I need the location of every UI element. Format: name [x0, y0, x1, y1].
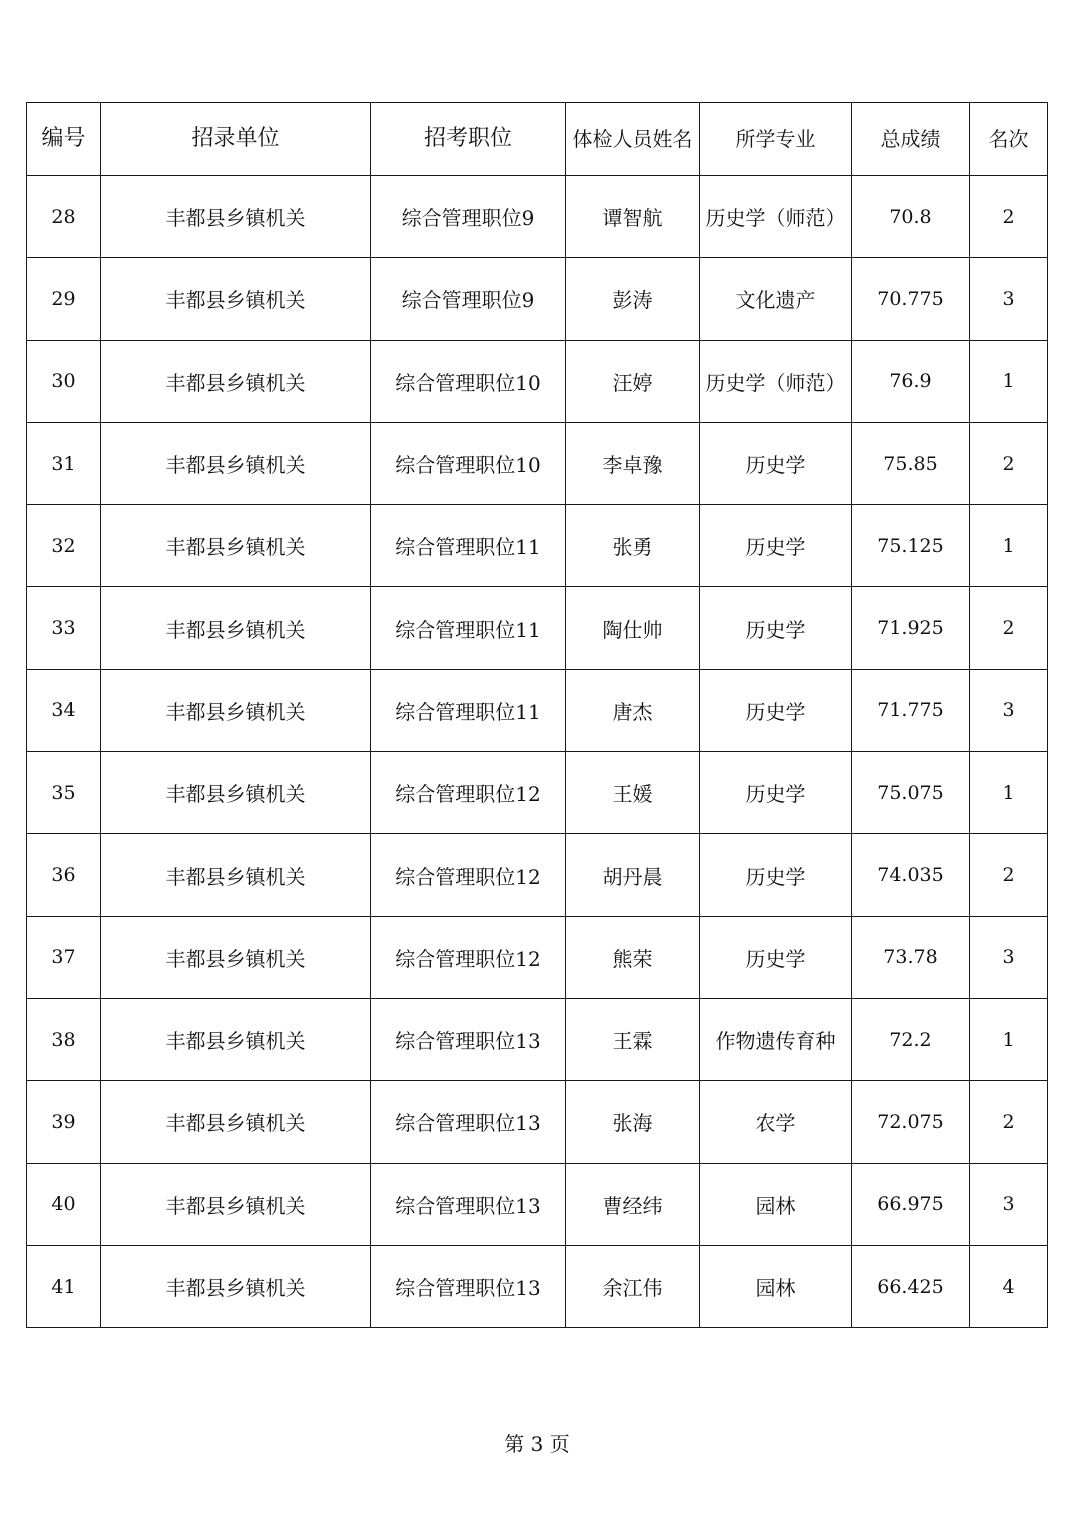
cell-id: 31: [27, 422, 101, 504]
cell-unit: 丰都县乡镇机关: [101, 916, 371, 998]
cell-rank: 3: [970, 1163, 1048, 1245]
cell-unit: 丰都县乡镇机关: [101, 422, 371, 504]
cell-major: 历史学: [700, 834, 852, 916]
table-row: [27, 505, 1048, 587]
header-position: 招考职位: [371, 103, 566, 176]
cell-score: 75.075: [852, 752, 970, 834]
cell-rank: 2: [970, 422, 1048, 504]
table-row: [27, 258, 1048, 340]
table-row: [27, 422, 1048, 504]
cell-major: 园林: [700, 1163, 852, 1245]
table-row: [27, 1245, 1048, 1327]
cell-major: 历史学: [700, 505, 852, 587]
cell-major: 历史学: [700, 422, 852, 504]
cell-rank: 3: [970, 916, 1048, 998]
cell-id: 41: [27, 1245, 101, 1327]
cell-name: 王霖: [566, 998, 700, 1080]
cell-name: 张勇: [566, 505, 700, 587]
cell-position: 综合管理职位9: [371, 176, 566, 258]
cell-position: 综合管理职位13: [371, 1081, 566, 1163]
cell-score: 76.9: [852, 340, 970, 422]
cell-name: 王媛: [566, 752, 700, 834]
cell-rank: 3: [970, 669, 1048, 751]
cell-rank: 1: [970, 998, 1048, 1080]
table-row: [27, 834, 1048, 916]
cell-unit: 丰都县乡镇机关: [101, 258, 371, 340]
cell-position: 综合管理职位11: [371, 505, 566, 587]
header-score: 总成绩: [852, 103, 970, 176]
cell-unit: 丰都县乡镇机关: [101, 1245, 371, 1327]
cell-major: 历史学（师范）: [700, 340, 852, 422]
cell-position: 综合管理职位10: [371, 422, 566, 504]
page-number: 第 3 页: [504, 1432, 570, 1456]
cell-name: 汪婷: [566, 340, 700, 422]
candidate-table: [26, 102, 1048, 1328]
cell-major: 历史学: [700, 752, 852, 834]
table-row: [27, 587, 1048, 669]
cell-id: 38: [27, 998, 101, 1080]
table-row: [27, 1081, 1048, 1163]
cell-score: 73.78: [852, 916, 970, 998]
cell-id: 28: [27, 176, 101, 258]
cell-position: 综合管理职位12: [371, 834, 566, 916]
cell-unit: 丰都县乡镇机关: [101, 1081, 371, 1163]
cell-unit: 丰都县乡镇机关: [101, 340, 371, 422]
cell-unit: 丰都县乡镇机关: [101, 1163, 371, 1245]
cell-score: 71.775: [852, 669, 970, 751]
table-row: [27, 998, 1048, 1080]
cell-name: 李卓豫: [566, 422, 700, 504]
cell-major: 历史学: [700, 669, 852, 751]
header-name: 体检人员姓名: [566, 103, 700, 176]
cell-unit: 丰都县乡镇机关: [101, 587, 371, 669]
cell-unit: 丰都县乡镇机关: [101, 998, 371, 1080]
cell-id: 37: [27, 916, 101, 998]
cell-score: 72.075: [852, 1081, 970, 1163]
header-major: 所学专业: [700, 103, 852, 176]
cell-position: 综合管理职位11: [371, 587, 566, 669]
cell-major: 作物遗传育种: [700, 998, 852, 1080]
table-row: [27, 916, 1048, 998]
cell-name: 熊荣: [566, 916, 700, 998]
cell-major: 历史学（师范）: [700, 176, 852, 258]
cell-name: 张海: [566, 1081, 700, 1163]
cell-id: 29: [27, 258, 101, 340]
cell-rank: 2: [970, 834, 1048, 916]
table-row: [27, 176, 1048, 258]
cell-score: 74.035: [852, 834, 970, 916]
cell-id: 33: [27, 587, 101, 669]
cell-position: 综合管理职位9: [371, 258, 566, 340]
cell-name: 曹经纬: [566, 1163, 700, 1245]
cell-name: 胡丹晨: [566, 834, 700, 916]
cell-rank: 1: [970, 752, 1048, 834]
cell-position: 综合管理职位13: [371, 1245, 566, 1327]
cell-id: 36: [27, 834, 101, 916]
cell-major: 历史学: [700, 587, 852, 669]
header-id: 编号: [27, 103, 101, 176]
cell-name: 彭涛: [566, 258, 700, 340]
table-row: [27, 752, 1048, 834]
cell-position: 综合管理职位11: [371, 669, 566, 751]
table-row: [27, 669, 1048, 751]
cell-rank: 2: [970, 1081, 1048, 1163]
cell-score: 72.2: [852, 998, 970, 1080]
table-row: [27, 340, 1048, 422]
header-unit: 招录单位: [101, 103, 371, 176]
cell-major: 历史学: [700, 916, 852, 998]
cell-unit: 丰都县乡镇机关: [101, 505, 371, 587]
cell-id: 35: [27, 752, 101, 834]
table-body: [27, 176, 1048, 1328]
cell-score: 70.8: [852, 176, 970, 258]
table-row: [27, 1163, 1048, 1245]
cell-name: 唐杰: [566, 669, 700, 751]
cell-rank: 3: [970, 258, 1048, 340]
cell-position: 综合管理职位12: [371, 916, 566, 998]
cell-score: 75.85: [852, 422, 970, 504]
cell-name: 余江伟: [566, 1245, 700, 1327]
cell-score: 75.125: [852, 505, 970, 587]
cell-rank: 4: [970, 1245, 1048, 1327]
cell-major: 文化遗产: [700, 258, 852, 340]
cell-score: 70.775: [852, 258, 970, 340]
cell-id: 34: [27, 669, 101, 751]
cell-major: 园林: [700, 1245, 852, 1327]
header-rank: 名次: [970, 103, 1048, 176]
cell-id: 40: [27, 1163, 101, 1245]
cell-unit: 丰都县乡镇机关: [101, 669, 371, 751]
table-header: [27, 103, 1048, 176]
cell-rank: 2: [970, 587, 1048, 669]
cell-unit: 丰都县乡镇机关: [101, 834, 371, 916]
cell-id: 30: [27, 340, 101, 422]
cell-score: 66.975: [852, 1163, 970, 1245]
cell-rank: 2: [970, 176, 1048, 258]
cell-position: 综合管理职位13: [371, 1163, 566, 1245]
cell-score: 66.425: [852, 1245, 970, 1327]
cell-unit: 丰都县乡镇机关: [101, 752, 371, 834]
cell-position: 综合管理职位10: [371, 340, 566, 422]
cell-unit: 丰都县乡镇机关: [101, 176, 371, 258]
cell-id: 32: [27, 505, 101, 587]
cell-id: 39: [27, 1081, 101, 1163]
cell-name: 谭智航: [566, 176, 700, 258]
cell-score: 71.925: [852, 587, 970, 669]
cell-name: 陶仕帅: [566, 587, 700, 669]
cell-position: 综合管理职位12: [371, 752, 566, 834]
cell-rank: 1: [970, 505, 1048, 587]
cell-major: 农学: [700, 1081, 852, 1163]
header-row: [27, 103, 1048, 176]
cell-rank: 1: [970, 340, 1048, 422]
cell-position: 综合管理职位13: [371, 998, 566, 1080]
